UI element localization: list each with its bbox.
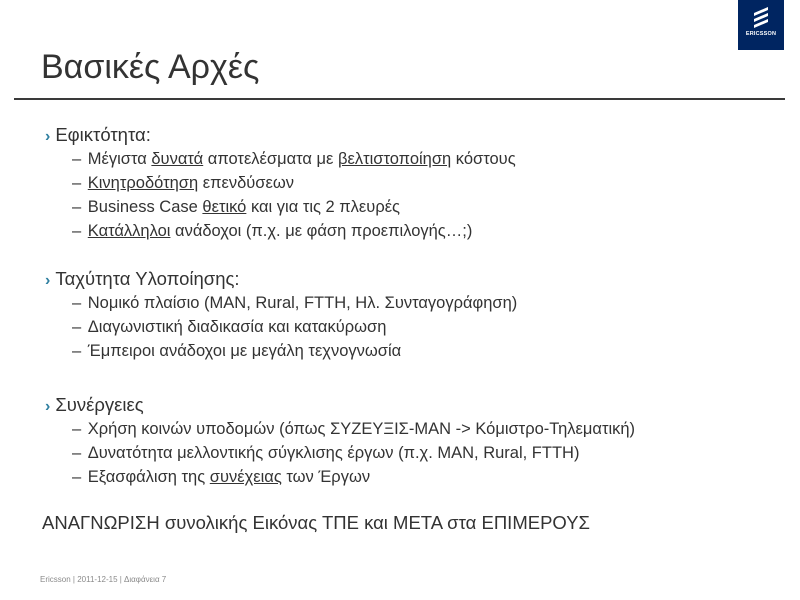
sub-bullet-text: και για τις 2 πλευρές	[246, 198, 401, 216]
title-divider	[14, 98, 785, 100]
sub-bullet-text: Business Case	[87, 198, 203, 216]
slide-title: Βασικές Αρχές	[41, 48, 260, 86]
dash-marker: –	[72, 468, 86, 486]
chevron-right-icon: ›	[45, 398, 51, 415]
underlined-text: συνέχειας	[209, 468, 282, 486]
sub-bullet-text: Χρήση κοινών υποδομών (όπως ΣΥΖΕΥΞΙΣ-MAN -> Κόμιστρο-Τηλεματική)	[87, 420, 636, 438]
sub-bullet-text: κόστους	[451, 150, 516, 168]
sub-bullet	[72, 198, 400, 217]
dash-marker: –	[72, 420, 86, 438]
bullet-heading-text: Ταχύτητα Υλοποίησης:	[55, 268, 240, 289]
sub-bullet-text: Διαγωνιστική διαδικασία και κατακύρωση	[87, 318, 387, 336]
sub-bullet-text: των Έργων	[281, 468, 371, 486]
dash-marker: –	[72, 294, 86, 312]
dash-marker: –	[72, 222, 86, 240]
sub-bullet-text: Εξασφάλιση της	[87, 468, 210, 486]
sub-bullet-text: Νομικό πλαίσιο (MAN, Rural, FTTH, Ηλ. Συνταγογράφηση)	[87, 294, 518, 312]
bullet-heading	[45, 124, 151, 146]
sub-bullet	[72, 342, 401, 361]
sub-bullet	[72, 444, 579, 463]
chevron-right-icon: ›	[45, 128, 51, 145]
dash-marker: –	[72, 444, 86, 462]
sub-bullet	[72, 318, 386, 337]
underlined-text: Κατάλληλοι	[87, 222, 171, 240]
sub-bullet-text: ανάδοχοι (π.χ. με φάση προεπιλογής…;)	[170, 222, 473, 240]
underlined-text: Κινητροδότηση	[87, 174, 199, 192]
sub-bullet	[72, 150, 516, 169]
sub-bullet-text: Έμπειροι ανάδοχοι με μεγάλη τεχνογνωσία	[87, 342, 402, 360]
dash-marker: –	[72, 150, 86, 168]
dash-marker: –	[72, 342, 86, 360]
sub-bullet	[72, 468, 370, 487]
ericsson-logo	[738, 0, 784, 50]
dash-marker: –	[72, 318, 86, 336]
bullet-heading-text: Εφικτότητα:	[55, 124, 151, 145]
underlined-text: θετικό	[202, 198, 247, 216]
underlined-text: δυνατά	[151, 150, 204, 168]
bullet-heading-text: Συνέργειες	[55, 394, 144, 415]
sub-bullet-text: επενδύσεων	[198, 174, 294, 192]
sub-bullet	[72, 222, 472, 241]
chevron-right-icon: ›	[45, 272, 51, 289]
sub-bullet-text: αποτελέσματα με	[203, 150, 338, 168]
underlined-text: βελτιστοποίηση	[337, 150, 452, 168]
bullet-heading	[45, 268, 240, 290]
logo-text: ERICSSON	[745, 31, 777, 37]
closing-statement: ΑΝΑΓΝΩΡΙΣΗ συνολικής Εικόνας ΤΠΕ και ΜΕΤΑ στα ΕΠΙΜΕΡΟΥΣ	[42, 512, 590, 533]
slide-footer: Ericsson | 2011-12-15 | Διαφάνεια 7	[40, 575, 167, 584]
sub-bullet	[72, 174, 294, 193]
sub-bullet	[72, 294, 517, 313]
ericsson-logo-icon	[750, 5, 772, 29]
sub-bullet	[72, 420, 635, 439]
dash-marker: –	[72, 198, 86, 216]
bullet-heading	[45, 394, 144, 416]
dash-marker: –	[72, 174, 86, 192]
sub-bullet-text: Δυνατότητα μελλοντικής σύγκλισης έργων (π.χ. MAN, Rural, FTTH)	[87, 444, 580, 462]
sub-bullet-text: Μέγιστα	[87, 150, 152, 168]
